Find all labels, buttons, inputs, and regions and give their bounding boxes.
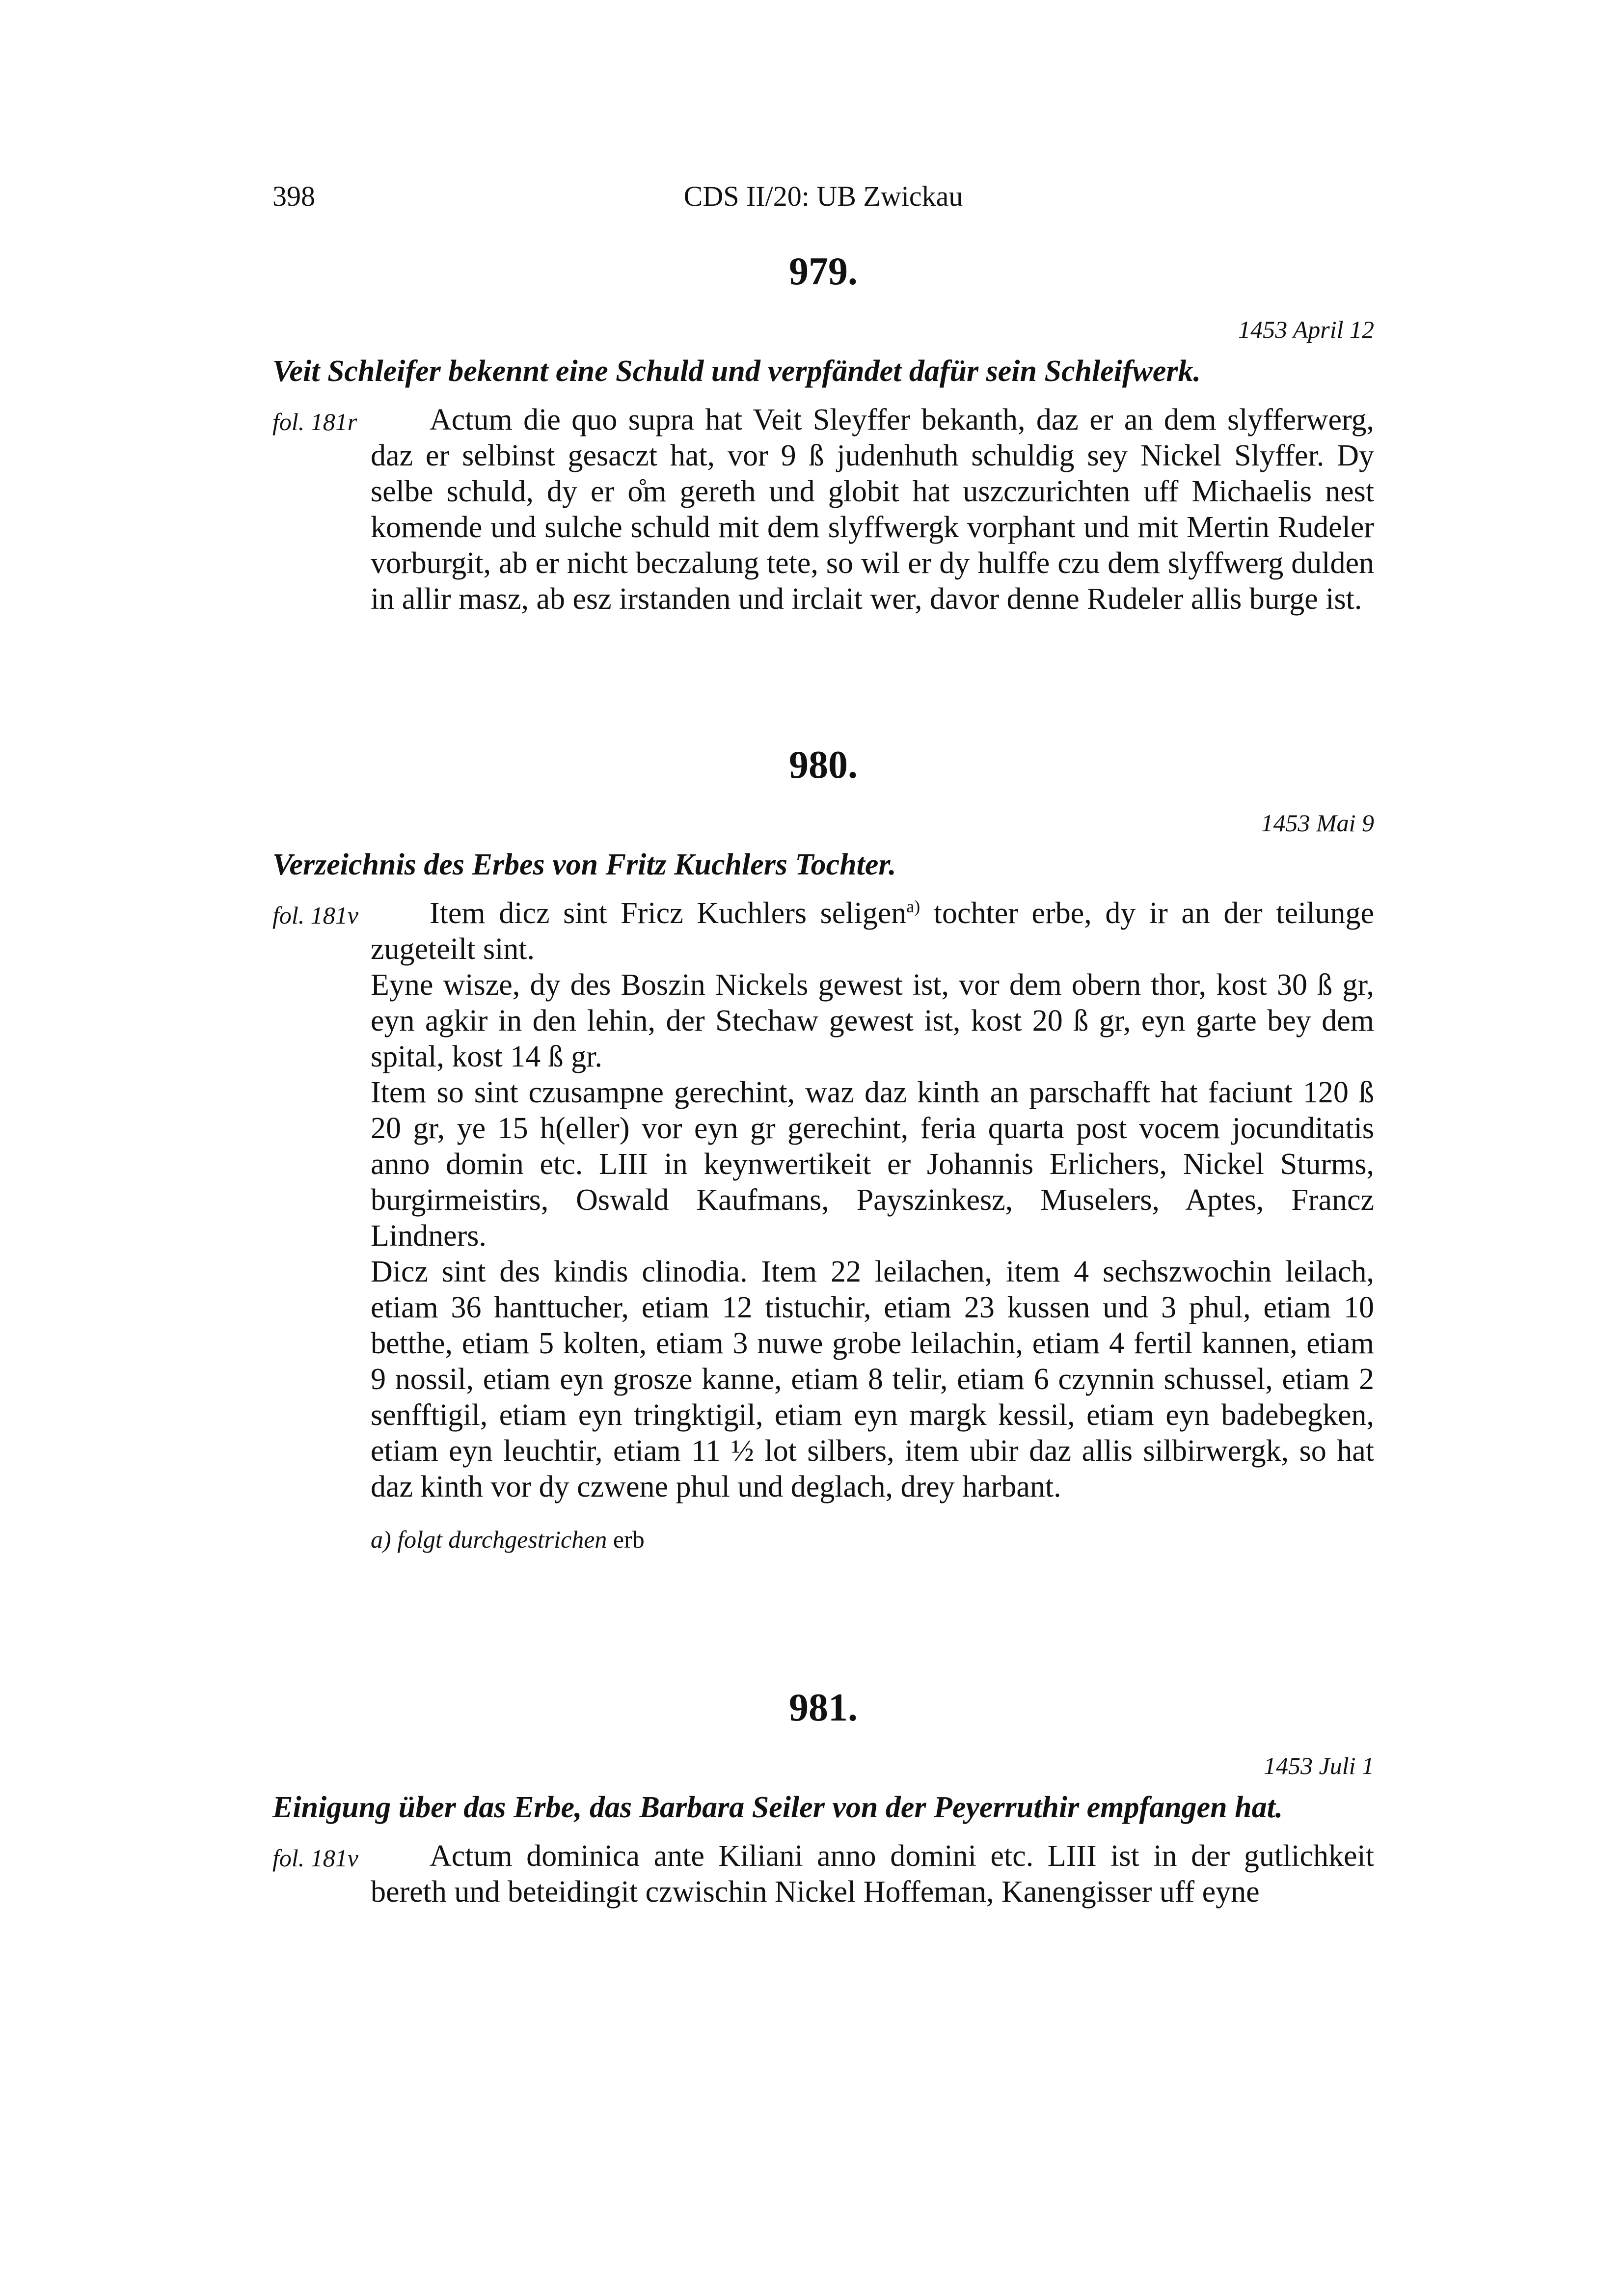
folio-reference: fol. 181v [272,902,358,929]
entry-number: 980. [789,743,858,787]
entry-text [272,896,1374,1554]
footnote [371,1525,1374,1554]
entry-date: 1453 Juli 1 [1264,1752,1374,1779]
footnote-mark: a) [906,897,920,916]
paragraph-text: tochter erbe, dy ir an der teilunge zugeteilt sint. [371,897,1374,966]
series-title: CDS II/20: UB Zwickau [683,180,963,212]
entry-981 [272,1684,1374,1910]
entry-date: 1453 April 12 [1238,316,1374,343]
entry-text [272,1838,1374,1910]
folio-reference: fol. 181v [272,1844,358,1872]
entry-regest: Verzeichnis des Erbes von Fritz Kuchlers Tochter. [272,848,896,881]
entry-text [272,402,1374,617]
paragraph-text: Item dicz sint Fricz Kuchlers seligen [430,897,907,930]
folio-reference: fol. 181r [272,408,357,436]
entry-body [371,1838,1374,1910]
entry-body [371,896,1374,1505]
entry-paragraph: Item so sint czusampne gerechint, waz daz kinth an parschafft hat faciunt 120 ß 20 gr, ye 15 h(eller) vor eyn gr gerechint, feria quarta post vocem jocunditatis anno domin etc. LIII in keynwertikeit er Johannis Erlichers, Nickel Sturms, burgirmeistirs, Oswald Kaufmans, Payszinkesz, Muselers, Aptes, Francz Lindners. [371,1076,1374,1253]
entry-paragraph: Dicz sint des kindis clinodia. Item 22 leilachen, item 4 sechszwochin leilach, etiam 36 hanttucher, etiam 12 tistuchir, etiam 23 kussen und 3 phul, etiam 10 betthe, etiam 5 kolten, etiam 3 nuwe grobe leilachin, etiam 4 fertil kannen, etiam 9 nossil, etiam eyn grosze kanne, etiam 8 telir, etiam 6 czynnin schussel, etiam 2 senfftigil, etiam eyn tringktigil, etiam eyn margk kessil, etiam eyn badebegken, etiam eyn leuchtir, etiam 11 ½ lot silbers, item ubir daz allis silbirwergk, so hat daz kinth vor dy czwene phul und deglach, drey harbant. [371,1255,1374,1503]
entry-980 [272,741,1374,1554]
entry-paragraph: Eyne wisze, dy des Boszin Nickels gewest ist, vor dem obern thor, kost 30 ß gr, eyn agkir in den lehin, der Stechaw gewest ist, kost 20 ß gr, eyn garte bey dem spital, kost 14 ß gr. [371,968,1374,1073]
footnote-text: erb [607,1526,645,1553]
entry-regest: Veit Schleifer bekennt eine Schuld und verpfändet dafür sein Schleifwerk. [272,355,1201,388]
page-number: 398 [272,180,315,212]
entry-paragraph [371,896,1374,967]
entry-number: 979. [789,250,858,293]
entry-number: 981. [789,1686,858,1729]
entry-date: 1453 Mai 9 [1261,809,1374,837]
entry-body [371,402,1374,617]
entry-979 [272,248,1374,617]
entry-paragraph: Actum dominica ante Kiliani anno domini etc. LIII ist in der gutlichkeit bereth und beteidingit czwischin Nickel Hoffeman, Kanengisser uff eyne [371,1839,1374,1909]
footnote-label: a) folgt durchgestrichen [371,1526,607,1553]
entry-regest: Einigung über das Erbe, das Barbara Seiler von der Peyerruthir empfangen hat. [272,1791,1283,1824]
entry-paragraph: Actum die quo supra hat Veit Sleyffer bekanth, daz er an dem slyfferwerg, daz er selbinst gesaczt hat, vor 9 ß judenhuth schuldig sey Nickel Slyffer. Dy selbe schuld, dy er o̊m gereth und globit hat uszczurichten uff Michaelis nest komende und sulche schuld mit dem slyffwergk vorphant und mit Mertin Rudeler vorburgit, ab er nicht beczalung tete, so wil er dy hulffe czu dem slyffwerg dulden in allir masz, ab esz irstanden und irclait wer, davor denne Rudeler allis burge ist. [371,403,1374,616]
